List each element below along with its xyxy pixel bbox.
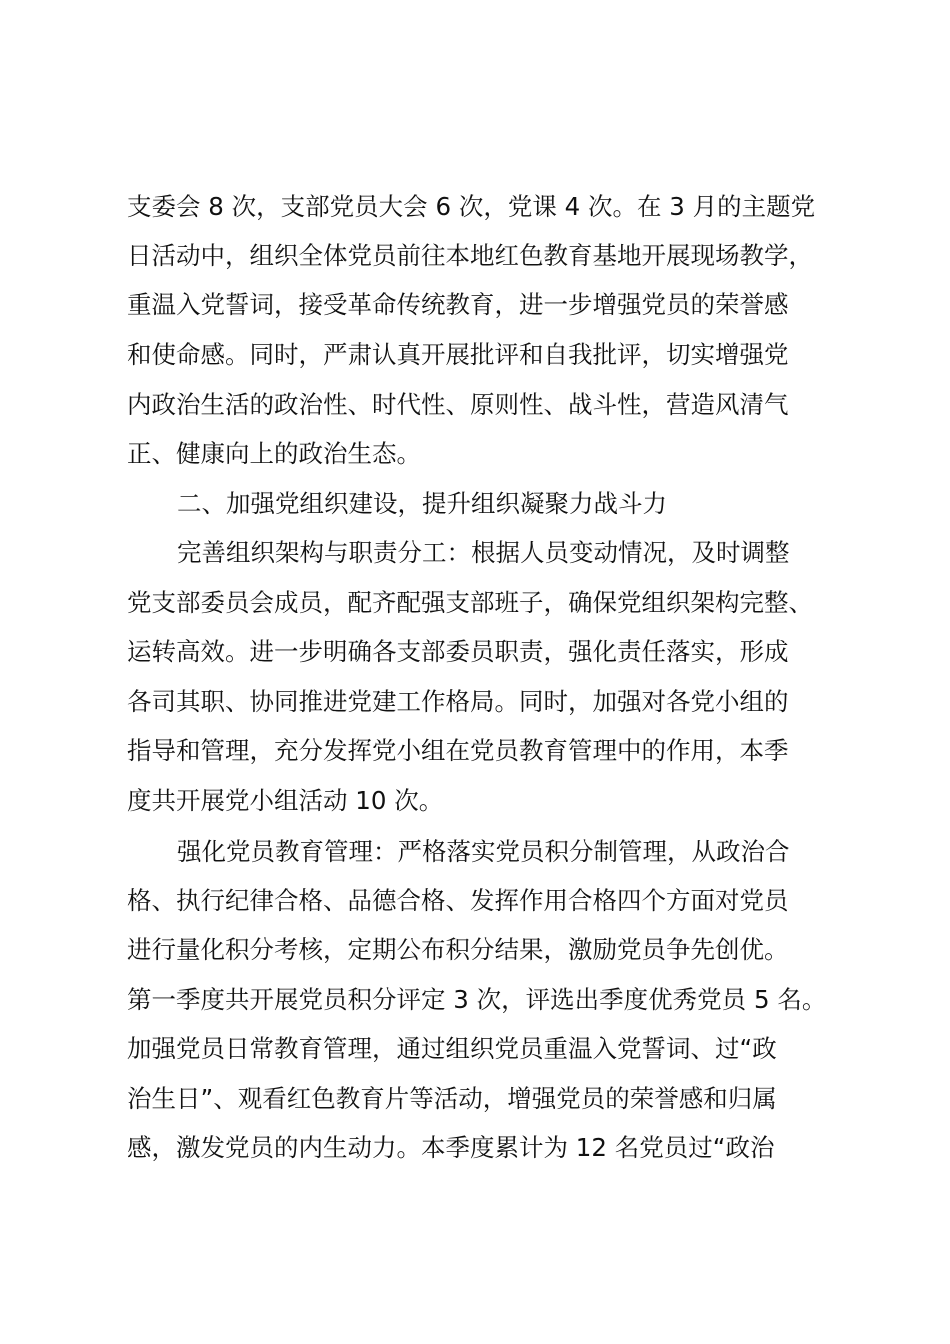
text-line: 正、健康向上的政治生态。: [127, 439, 421, 468]
text-line: 内政治生活的政治性、时代性、原则性、战斗性，营造风清气: [127, 390, 789, 419]
text-line: 加强党员日常教育管理，通过组织党员重温入党誓词、过“政: [127, 1034, 777, 1063]
text-line: 第一季度共开展党员积分评定 3 次，评选出季度优秀党员 5 名。: [127, 985, 827, 1014]
paragraph-first-line: 完善组织架构与职责分工：根据人员变动情况，及时调整: [177, 538, 790, 567]
text-line: 感，激发党员的内生动力。本季度累计为 12 名党员过“政治: [127, 1133, 775, 1162]
section-heading: 二、加强党组织建设，提升组织凝聚力战斗力: [177, 489, 667, 518]
text-line: 重温入党誓词，接受革命传统教育，进一步增强党员的荣誉感: [127, 290, 789, 319]
text-line: 运转高效。进一步明确各支部委员职责，强化责任落实，形成: [127, 637, 789, 666]
paragraph-first-line: 强化党员教育管理：严格落实党员积分制管理，从政治合: [177, 837, 790, 866]
text-line: 指导和管理，充分发挥党小组在党员教育管理中的作用，本季: [127, 736, 789, 765]
text-line: 进行量化积分考核，定期公布积分结果，激励党员争先创优。: [127, 935, 789, 964]
text-line: 治生日”、观看红色教育片等活动，增强党员的荣誉感和归属: [127, 1084, 777, 1113]
text-line: 党支部委员会成员，配齐配强支部班子，确保党组织架构完整、: [127, 588, 813, 617]
text-line: 和使命感。同时，严肃认真开展批评和自我批评，切实增强党: [127, 340, 789, 369]
text-line: 支委会 8 次，支部党员大会 6 次，党课 4 次。在 3 月的主题党: [127, 192, 816, 221]
text-line: 日活动中，组织全体党员前往本地红色教育基地开展现场教学，: [127, 241, 813, 270]
text-line: 格、执行纪律合格、品德合格、发挥作用合格四个方面对党员: [127, 886, 789, 915]
text-line: 各司其职、协同推进党建工作格局。同时，加强对各党小组的: [127, 687, 789, 716]
text-line: 度共开展党小组活动 10 次。: [127, 786, 444, 815]
